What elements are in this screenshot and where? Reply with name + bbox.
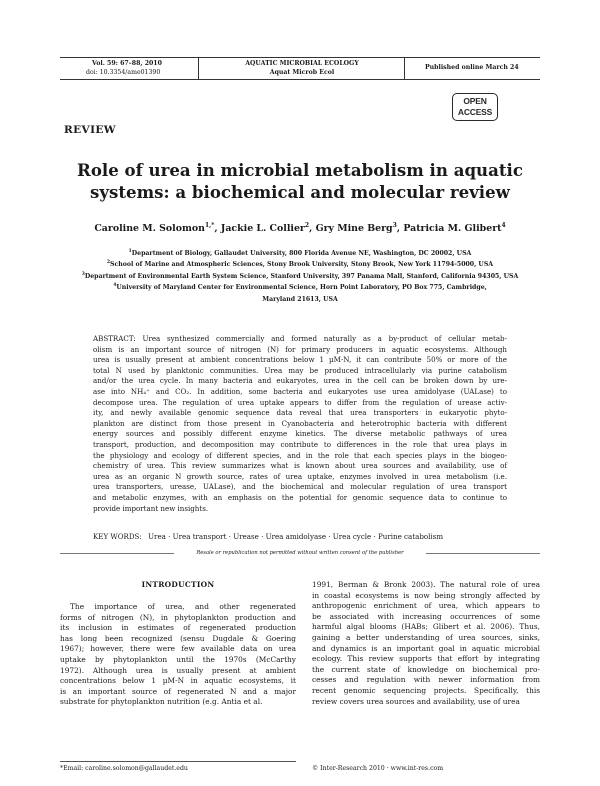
abstract: [93, 334, 507, 514]
affiliation-text: School of Marine and Atmospheric Sciences, Stony Brook University, Stony Brook, New York 11794-5000, USA: [110, 261, 494, 269]
text-line: and metabolic enzymes, with an emphasis on the potential for genomic sequence data to continue to: [93, 492, 507, 502]
text-line: ase into NH₄⁺ and CO₂. In addition, some bacteria and eukaryotes use urea amidolyase (UALase) to: [93, 386, 507, 396]
affiliation-text: Department of Environmental Earth System Science, Stanford University, 397 Panama Mall, Stanford, California 94305, USA: [84, 273, 519, 280]
affiliation: [60, 258, 540, 269]
affiliation-marker: 2: [106, 260, 111, 266]
affiliation-marker: 4: [113, 283, 117, 289]
article-title: [60, 159, 540, 203]
header-top-rule: [60, 57, 540, 58]
author-affiliation-marker: 2: [304, 222, 310, 229]
text-line: the current state of knowledge on biochemical pro-: [312, 664, 540, 674]
journal-abbrev: Aquat Microb Ecol: [269, 69, 335, 76]
affiliation-list: [60, 247, 540, 304]
author-separator: ,: [309, 223, 316, 235]
open-access-line1: OPEN: [463, 96, 487, 106]
text-line: 1991, Berman & Bronk 2003). The natural role of urea: [312, 580, 540, 589]
text-line: provide important new insights.: [93, 503, 209, 513]
text-line: ity, and newly available genomic sequence data reveal that urea transporters in eukaryotic phyto-: [93, 408, 507, 418]
author-name: Patricia M. Glibert: [403, 223, 502, 235]
citation: Vol. 59: 67–88, 2010: [92, 60, 162, 67]
text-line: chemistry of urea. This review summarizes what is known about urea sources and availability, use of: [93, 461, 507, 471]
text-line: and dynamics is an important goal in aquatic microbial: [312, 643, 540, 653]
text-line: decompose urea. The regulation of urea uptake appears to differ from the regulation of urease activ-: [93, 397, 507, 407]
text-line: concentrations below 1 µM-N in aquatic ecosystems, it: [60, 676, 296, 686]
author-separator: ,: [214, 223, 221, 235]
text-line: anthropogenic enrichment of urea, which appears to: [312, 601, 540, 611]
rights-rule-right: [426, 553, 540, 554]
header-divider-right: [404, 58, 405, 79]
text-line: plankton are distinct from those present in Cyanobacteria and heterotrophic bacteria with different: [93, 418, 507, 428]
text-line: cesses and regulation with newer information from: [312, 675, 540, 685]
footnote-rule: [60, 761, 296, 762]
text-line: review covers urea sources and availability, use of urea: [312, 696, 520, 706]
body-column-left: [60, 602, 296, 708]
author-name: Gry Mine Berg: [315, 223, 393, 235]
keywords-label: KEY WORDS:: [93, 532, 142, 541]
author-separator: ,: [396, 223, 404, 235]
text-line: in coastal ecosystems is now being strongly affected by: [312, 590, 540, 600]
header-divider-left: [198, 58, 199, 79]
header-bottom-rule: [60, 79, 540, 80]
text-line: gaining a better understanding of urea sources, sinks,: [312, 632, 540, 642]
text-line: recent genomic sequencing projects. Specifically, this: [312, 685, 540, 695]
author-affiliation-marker: 3: [392, 222, 397, 229]
text-line: 1972). Although urea is usually present at ambient: [60, 665, 296, 675]
text-line: urea is usually present at ambient concentrations below 1 µM-N, it can contribute 50% or more of the: [93, 355, 507, 365]
text-line: total N used by planktonic communities. Urea may be produced intracellularly via purine catabolism: [93, 365, 507, 375]
affiliation: [60, 270, 540, 281]
text-line: its inclusion in estimates of regenerated production: [60, 623, 296, 633]
author-list: [60, 220, 540, 235]
author-name: Caroline M. Solomon: [94, 223, 205, 235]
text-line: harmful algal blooms (HABs; Glibert et al. 2006). Thus,: [312, 622, 540, 632]
corresponding-email[interactable]: *Email: caroline.solomon@gallaudet.edu: [60, 765, 188, 772]
text-line: ecology. This review supports that effort by integrating: [312, 654, 540, 664]
published-date: Published online March 24: [425, 64, 519, 71]
affiliation-text: Maryland 21613, USA: [262, 295, 338, 303]
author-name: Jackie L. Collier: [220, 223, 305, 235]
text-line: ABSTRACT: Urea synthesized commercially and formed naturally as a by-product of cellular metab-: [93, 334, 507, 343]
text-line: and/or the urea cycle. In many bacteria and eukaryotes, urea in the cell can be broken down by ure-: [93, 376, 507, 386]
text-line: substrate for phytoplankton nutrition (e.g. Antia et al.: [60, 697, 263, 707]
text-line: the physiology and ecology of different species, and in the role that each species plays in the biogeo-: [93, 450, 507, 460]
keywords-text: Urea · Urea transport · Urease · Urea amidolyase · Urea cycle · Purine catabolism: [148, 532, 444, 541]
affiliation-text: University of Maryland Center for Environmental Science, Horn Point Laboratory, PO Box 775, Cambridge,: [116, 284, 487, 292]
keywords: [93, 532, 507, 542]
author-affiliation-marker: 1,*: [204, 222, 215, 229]
journal-name: AQUATIC MICROBIAL ECOLOGY: [245, 60, 359, 67]
text-line: is an important source of regenerated N and a major: [60, 686, 296, 696]
text-line: 1967); however, there were few available data on urea: [60, 644, 296, 654]
text-line: uptake by phytoplankton until the 1970s (McCarthy: [60, 654, 296, 664]
introduction-heading: INTRODUCTION: [141, 580, 215, 589]
affiliation: [60, 247, 540, 258]
affiliation-marker: 1: [128, 249, 132, 254]
text-line: transport, production, and decomposition may contribute to differences in the role that urea plays in: [93, 439, 507, 449]
doi: doi: 10.3354/ame01390: [86, 69, 161, 76]
text-line: forms of nitrogen (N), in phytoplankton production and: [60, 612, 296, 622]
text-line: The importance of urea, and other regenerated: [70, 602, 296, 611]
copyright-notice: © Inter-Research 2010 · www.int-res.com: [312, 765, 444, 772]
open-access-badge[interactable]: [452, 93, 498, 121]
affiliation-text: Department of Biology, Gallaudet University, 800 Florida Avenue NE, Washington, DC 20002, USA: [131, 250, 472, 258]
author-affiliation-marker: 4: [501, 222, 506, 229]
title-line-2: systems: a biochemical and molecular review: [90, 182, 510, 202]
affiliation: [60, 293, 540, 304]
section-label: REVIEW: [64, 124, 116, 136]
body-column-right: [312, 580, 540, 707]
text-line: energy sources and possibly different enzyme kinetics. The diverse metabolic pathways of urea: [93, 429, 507, 439]
text-line: has long been recognized (sensu Dugdale & Goering: [60, 633, 296, 643]
title-line-1: Role of urea in microbial metabolism in aquatic: [77, 160, 523, 180]
text-line: urea as an organic N growth source, rates of urea uptake, enzymes involved in urea metabolism (i.e.: [93, 471, 507, 481]
text-line: olism is an important source of nitrogen (N) for primary producers in aquatic ecosystems. Although: [93, 344, 507, 354]
affiliation-marker: 3: [81, 271, 85, 277]
rights-notice: Resale or republication not permitted without written consent of the publisher: [196, 550, 404, 556]
text-line: urea transporters, urease, UALase), and the biochemical and molecular regulation of urea transport: [93, 482, 507, 492]
affiliation: [60, 281, 540, 292]
text-line: be associated with increasing occurrences of some: [312, 611, 540, 621]
open-access-line2: ACCESS: [457, 107, 493, 117]
